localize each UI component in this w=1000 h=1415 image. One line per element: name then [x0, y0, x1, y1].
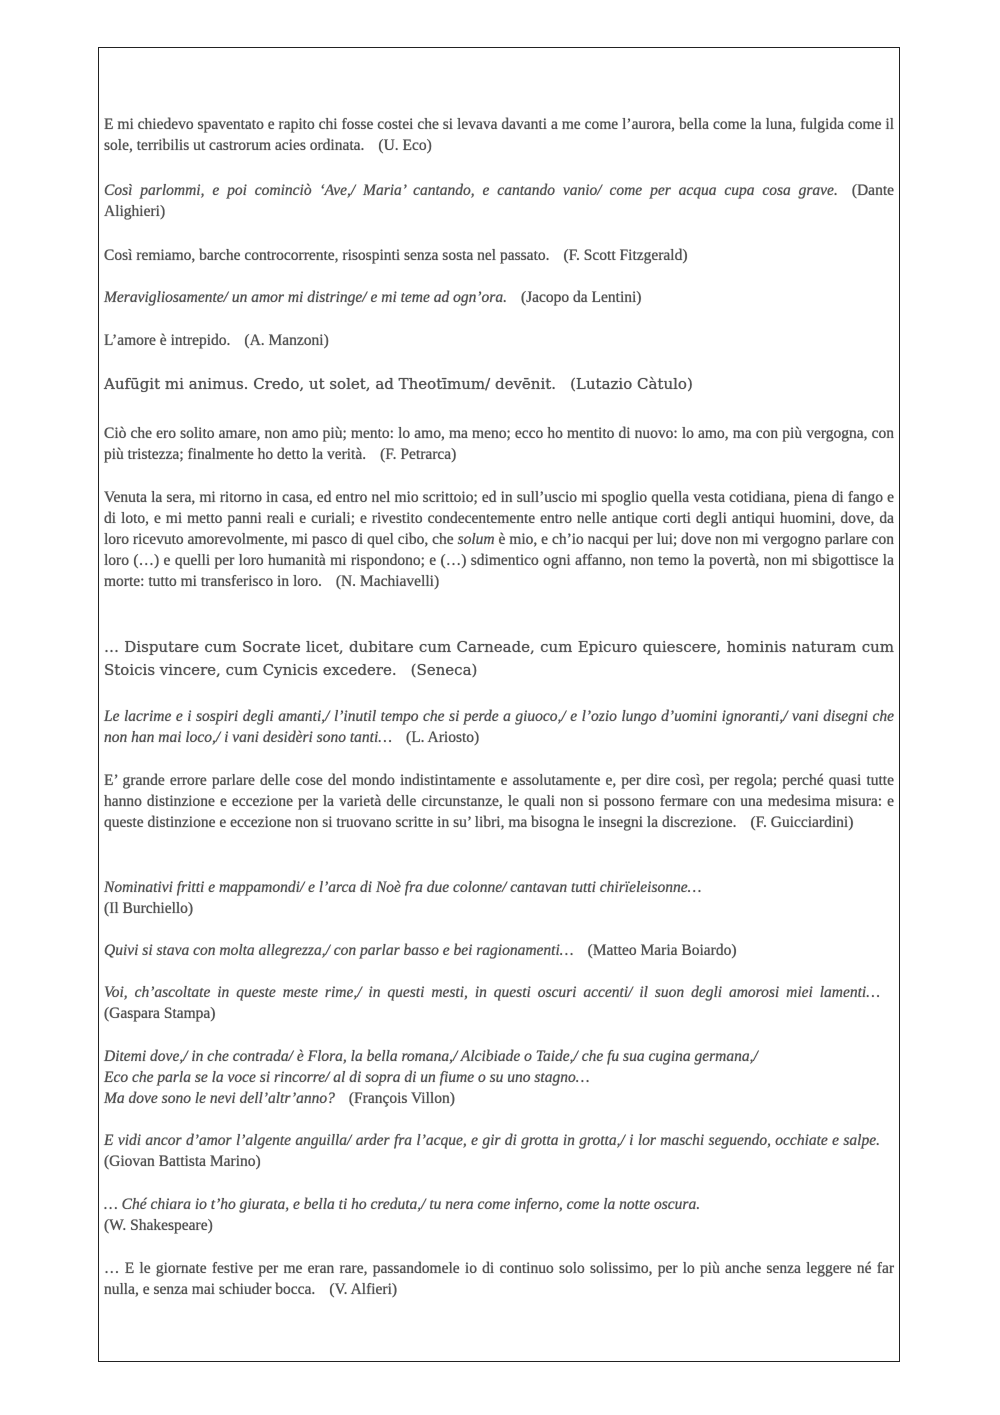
quote-text: Ciò che ero solito amare, non amo più; mento: lo amo, ma meno; ecco ho mentito di nuovo: lo amo, ma con più vergogna, con più tristezza; finalmente ho detto la verità. [104, 425, 894, 463]
quote-line: Ma dove sono le nevi dell’altr’anno? [104, 1090, 335, 1107]
quote-emphasis: solum [457, 531, 495, 548]
quote-author: (François Villon) [348, 1090, 455, 1107]
quote-author: (N. Machiavelli) [335, 573, 440, 590]
quote-author: (L. Ariosto) [406, 729, 480, 746]
quote-text: Venuta la sera, mi ritorno in casa, ed entro nel mio scrittoio; ed in sull’uscio mi spoglio quella vesta cotidiana, piena di fango e di loto, e mi metto panni reali e curiali; e rivestito condecentemente entro nelle antique corti degli antiqui huomini, dove, da loro ricevuto amorevolmente, mi pasco di quel cibo, che [104, 489, 894, 548]
quote-text: E vidi ancor d’amor l’algente anguilla/ arder fra l’acque, e gir di grotta in grotta,/ i lor maschi seguendo, occhiate e salpe. [104, 1132, 880, 1149]
quote-author: (V. Alfieri) [329, 1281, 398, 1298]
quote-author: (Seneca) [410, 661, 478, 679]
quote-text: Voi, ch’ascoltate in queste meste rime,/ in questi mesti, in questi oscuri accenti/ il suon degli amorosi miei lamenti… [104, 984, 880, 1001]
quote-text: E mi chiedevo spaventato e rapito chi fosse costei che si levava davanti a me come l’aurora, bella come la luna, fulgida come il sole, terribilis ut castrorum acies ordinata. [104, 116, 894, 154]
quote-machiavelli [104, 487, 894, 592]
quote-author: (Il Burchiello) [104, 900, 194, 917]
quote-author: (F. Petrarca) [380, 446, 457, 463]
quote-villon [104, 1046, 894, 1109]
quote-text: Meravigliosamente/ un amor mi distringe/ e mi teme ad ogn’ora. [104, 289, 507, 306]
quote-author: (A. Manzoni) [244, 332, 329, 349]
quote-author: (Jacopo da Lentini) [520, 289, 642, 306]
quote-author: (Gaspara Stampa) [104, 1005, 216, 1022]
quote-boiardo [104, 940, 894, 961]
quote-alfieri [104, 1258, 894, 1300]
quote-text: è mio, e ch’io nacqui per lui; dove non mi vergogno parlare con loro (…) e quelli per loro humanità mi rispondono; e (…) sdimentico ogni affanno, non temo la povertà, non mi sbigottisce la morte: tutto mi transferisco in loro. [104, 531, 895, 590]
quote-text: Le lacrime e i sospiri degli amanti,/ l’inutil tempo che si perde a giuoco,/ e l’ozio lungo d’uomini ignoranti,/ vani disegni che non han mai loco,/ i vani desidèri sono tanti… [104, 708, 894, 746]
quote-text: L’amore è intrepido. [104, 332, 231, 349]
quote-text: Aufūgit mi animus. Credo, ut solet, ad Theotīmum/ devēnit. [104, 375, 557, 393]
quote-ariosto [104, 706, 894, 748]
quote-author: (W. Shakespeare) [104, 1217, 213, 1234]
quote-text: Nominativi fritti e mappamondi/ e l’arca di Noè fra due colonne/ cantavan tutti chirïeleisonne… [104, 879, 702, 896]
quote-author: (Matteo Maria Boiardo) [587, 942, 737, 959]
quote-line: Ditemi dove,/ in che contrada/ è Flora, la bella romana,/ Alcibiade o Taide,/ che fu sua cugina germana,/ [104, 1048, 758, 1065]
quote-text: Così remiamo, barche controcorrente, risospinti senza sosta nel passato. [104, 247, 550, 264]
quote-stampa [104, 982, 894, 1024]
quote-text: Quivi si stava con molta allegrezza,/ con parlar basso e bei ragionamenti… [104, 942, 574, 959]
quote-author: (F. Scott Fitzgerald) [563, 247, 688, 264]
quote-petrarca [104, 423, 894, 465]
quote-guicciardini [104, 770, 894, 833]
quote-text: … E le giornate festive per me eran rare, passandomele io di continuo solo solissimo, per lo più anche senza leggere né far nulla, e senza mai schiuder bocca. [104, 1260, 894, 1298]
quote-seneca [104, 636, 894, 682]
quote-marino [104, 1130, 894, 1172]
quote-manzoni [104, 330, 894, 351]
quote-author: (Dante Alighieri) [104, 182, 894, 220]
quote-text: E’ grande errore parlare delle cose del mondo indistintamente e assolutamente e, per dire così, per regola; perché quasi tutte hanno distinzione e eccezione per la varietà delle circunstanze, le quali non si possono fermare con una medesima misura: e queste distinzione e eccezione non si truovano scritte in su’ libri, ma bisogna le insegni la discrezione. [104, 772, 894, 831]
quote-lentini [104, 287, 894, 308]
quote-line: Eco che parla se la voce si rincorre/ al di sopra di un fiume o su uno stagno… [104, 1069, 590, 1086]
quote-author: (Giovan Battista Marino) [104, 1153, 261, 1170]
quote-text: Così parlommi, e poi cominciò ‘Ave,/ Maria’ cantando, e cantando vanio/ come per acqua cupa cosa grave. [104, 182, 838, 199]
quote-eco [104, 114, 894, 156]
quote-shakespeare [104, 1194, 894, 1236]
quote-catulo [104, 373, 894, 396]
quote-text: … Ché chiara io t’ho giurata, e bella ti ho creduta,/ tu nera come inferno, come la notte oscura. [104, 1196, 701, 1213]
quote-text: … Disputare cum Socrate licet, dubitare cum Carneade, cum Epicuro quiescere, hominis naturam cum Stoicis vincere, cum Cynicis excedere. [104, 638, 894, 679]
quote-author: (F. Guicciardini) [750, 814, 854, 831]
quote-burchiello [104, 877, 894, 919]
quote-dante [104, 180, 894, 222]
quote-author: (Lutazio Càtulo) [570, 375, 693, 393]
quote-fitzgerald [104, 245, 894, 266]
quote-author: (U. Eco) [378, 137, 432, 154]
